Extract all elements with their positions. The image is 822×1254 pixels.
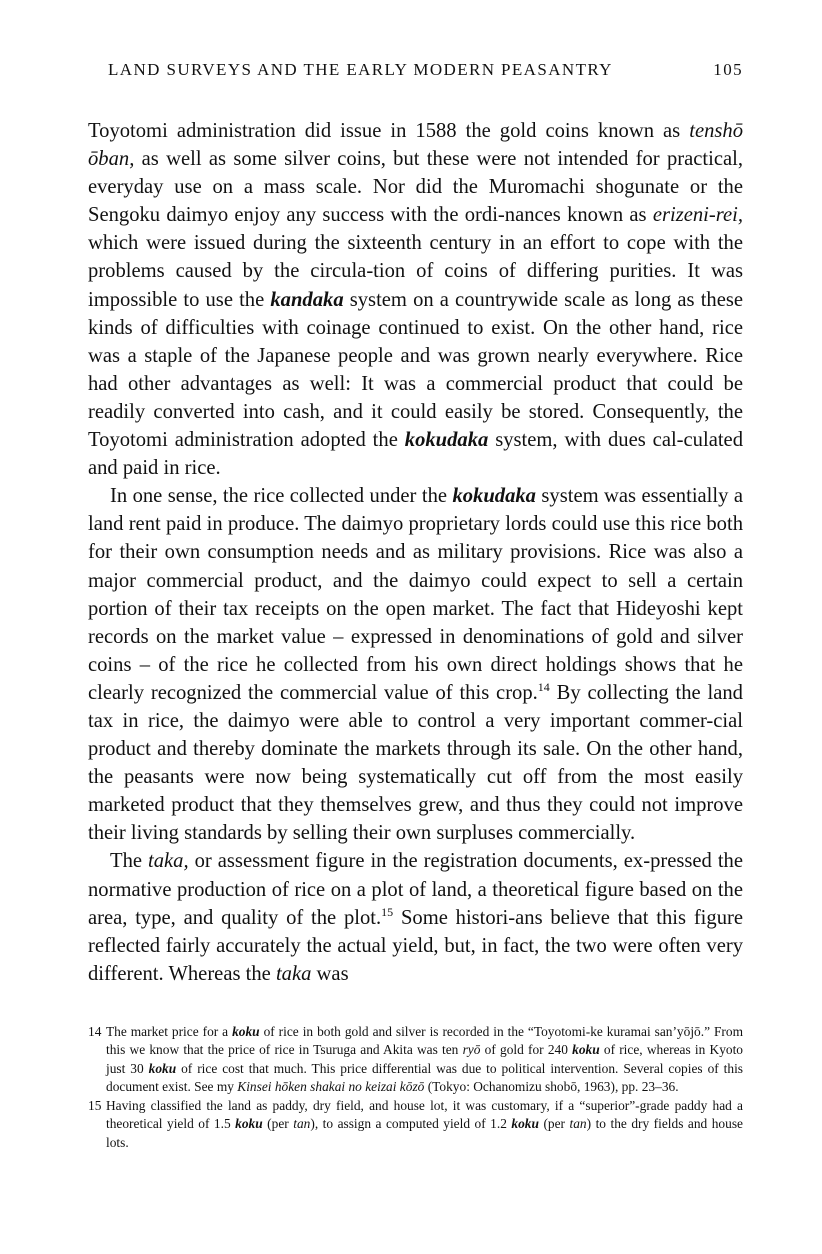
italic-term: tan xyxy=(569,1116,587,1132)
text-run: system was essentially a land rent paid in produce. The daimyo proprietary lords could use this rice both for their own consumption needs and as military provisions. Rice was also a major commercial product, and the daimyo could expect to sell a certain portion of their tax receipts on the open market. The fact that Hideyoshi kept records on the market value – expressed in denominations of gold and silver coins – of the rice he collected from his own direct holdings shows that he clearly recognized the commercial value of this crop. xyxy=(88,485,743,704)
italic-term: ryō xyxy=(462,1042,481,1058)
text-run: Some histori-ans believe that this figure reflected fairly accurately the actual yield, but, in fact, the two were often very different. Whereas the xyxy=(88,906,743,985)
text-run: of gold for 240 xyxy=(480,1042,573,1058)
footnote-number: 15 xyxy=(88,1098,102,1114)
italic-term: tan xyxy=(293,1116,311,1132)
text-run: of rice cost that much. This price differential was due to political intervention. Several copies of this document exist. See my xyxy=(106,1060,744,1094)
text-run: ) to the dry fields and house lots. xyxy=(106,1116,743,1150)
text-run: of rice in both gold and silver is recorded in the “Toyotomi-ke kuramai san’yōjō.” From this we know that the price of rice in Tsuruga and Akita was ten xyxy=(106,1023,743,1058)
paragraph-3 xyxy=(88,847,743,987)
italic-term: erizeni-rei, xyxy=(652,204,743,227)
italic-term: koku xyxy=(572,1042,600,1058)
footnote-reference: 14 xyxy=(537,680,550,695)
footnote-15 xyxy=(88,1097,743,1152)
paragraph-1 xyxy=(88,117,743,482)
book-page xyxy=(88,60,743,1153)
italic-term: koku xyxy=(511,1116,539,1132)
running-header xyxy=(108,60,743,94)
footnotes xyxy=(88,1023,743,1152)
italic-term: Kinsei hōken shakai no keizai kōzō xyxy=(237,1078,425,1094)
paragraph-2 xyxy=(88,482,743,847)
italic-term: taka xyxy=(275,962,312,985)
text-run: The xyxy=(110,850,149,873)
text-run: system, with dues cal-culated and paid in rice. xyxy=(88,429,743,480)
text-run: was xyxy=(311,962,349,985)
page-number: 105 xyxy=(713,60,743,79)
italic-term: kandaka xyxy=(270,288,344,311)
italic-term: koku xyxy=(232,1023,260,1039)
footnote-number: 14 xyxy=(88,1023,102,1039)
text-run: (per xyxy=(538,1116,570,1132)
text-run: By collecting the land tax in rice, the daimyo were able to control a very important commer-cial product and thereby dominate the markets through its sale. On the other hand, the peasants were now being systematically cut off from the most easily marketed product that they themselves grew, and thus they could not improve their living standards by selling their own surpluses commercially. xyxy=(88,681,743,845)
text-run: ), to assign a computed yield of 1.2 xyxy=(310,1116,512,1132)
text-run: or assessment figure in the registration documents, ex-pressed the normative production of rice on a plot of land, a theoretical figure based on the area, type, and quality of the plot. xyxy=(88,850,743,929)
text-run: The market price for a xyxy=(106,1023,233,1039)
running-title: LAND SURVEYS AND THE EARLY MODERN PEASANTRY xyxy=(108,60,613,79)
footnote-reference: 15 xyxy=(381,904,394,919)
text-run: of rice, whereas in Kyoto just 30 xyxy=(106,1042,743,1076)
italic-term: koku xyxy=(235,1116,263,1132)
text-run: system on a countrywide scale as long as these kinds of difficulties with coinage continued to exist. On the other hand, rice was a staple of the Japanese people and was grown nearly everywhere. Rice had other advantages as well: It was a commercial product that could be readily converted into cash, and it could easily be stored. Consequently, the Toyotomi administration adopted the xyxy=(88,288,744,452)
footnote-14 xyxy=(88,1023,743,1096)
body-text xyxy=(88,117,743,988)
text-run: (per xyxy=(262,1116,294,1132)
text-run: Toyotomi administration did issue in 1588 the gold coins known as xyxy=(88,120,690,142)
text-run: which were issued during the sixteenth century in an effort to cope with the problems caused by the circula-tion of coins of differing purities. It was impossible to use the xyxy=(88,232,743,311)
footnote-text xyxy=(106,1023,743,1096)
italic-term: taka, xyxy=(148,850,189,873)
text-run: Having classified the land as paddy, dry field, and house lot, it was customary, if a “superior”-grade paddy had a theoretical yield of 1.5 xyxy=(106,1098,743,1132)
text-run: (Tokyo: Ochanomizu shobō, 1963), pp. 23–36. xyxy=(424,1078,679,1094)
footnote-text xyxy=(106,1097,743,1152)
italic-term: koku xyxy=(148,1060,177,1076)
italic-term: tenshō ōban, xyxy=(88,120,743,171)
italic-term: kokudaka xyxy=(452,485,536,508)
text-run: In one sense, the rice collected under the xyxy=(110,485,453,508)
italic-term: kokudaka xyxy=(404,429,489,452)
text-run: as well as some silver coins, but these were not intended for practical, everyday use on a mass scale. Nor did the Muromachi shogunate or the Sengoku daimyo enjoy any success with the ordi-nances known as xyxy=(88,148,743,227)
